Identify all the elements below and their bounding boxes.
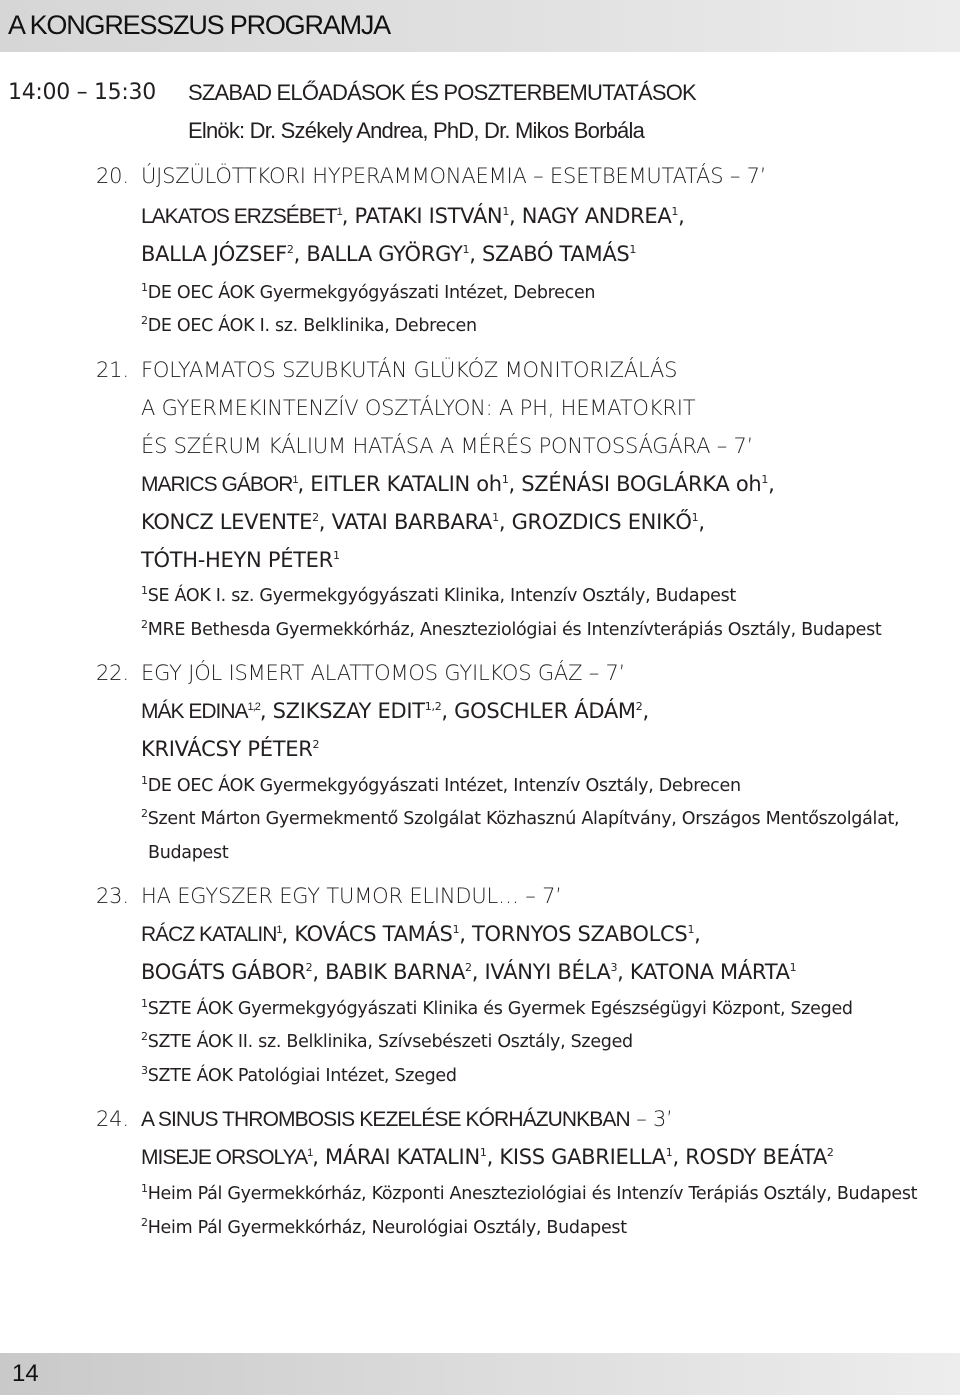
affiliation-line	[141, 586, 736, 606]
author-separator: ,	[642, 699, 649, 723]
page-number: 14	[12, 1360, 39, 1387]
session-title: SZABAD ELŐADÁSOK ÉS POSZTERBEMUTATÁSOK	[188, 80, 696, 105]
affiliation-index: 2	[141, 314, 148, 328]
author-separator: ,	[312, 960, 326, 984]
author-name: GOSCHLER ÁDÁM	[454, 699, 636, 723]
author-affiliation-index: 2	[465, 961, 472, 974]
author-affiliation-index: 1	[336, 206, 342, 218]
author-name: VATAI BARBARA	[331, 510, 493, 534]
affiliation-line	[148, 843, 228, 863]
author-separator: ,	[617, 960, 630, 984]
author-line	[141, 472, 775, 497]
author-name: BALLA GYÖRGY	[306, 242, 463, 266]
presenter-name: MÁK EDINA	[141, 700, 248, 723]
author-affiliation-index: 1	[492, 511, 499, 524]
affiliation-index: 2	[141, 1030, 148, 1044]
author-affiliation-index: 1	[687, 923, 695, 936]
affiliation-text: Heim Pál Gyermekkórház, Központi Aneszteziológiai és Intenzív Terápiás Osztály, Budapest	[147, 1184, 918, 1204]
talk-title-line: ÚJSZÜLÖTTKORI HYPERAMMONAEMIA – ESETBEMUTATÁS – 7’	[141, 164, 767, 188]
author-name: KATONA MÁRTA	[629, 960, 790, 984]
author-separator: ,	[672, 1145, 686, 1169]
talk-number: 24.	[96, 1107, 129, 1131]
affiliation-index: 1	[141, 584, 148, 598]
session-chair: Elnök: Dr. Székely Andrea, PhD, Dr. Mikos Borbála	[188, 118, 645, 143]
author-affiliation-index: 1	[629, 243, 637, 256]
session-time: 14:00 – 15:30	[8, 80, 156, 105]
author-affiliation-index: 1	[789, 961, 797, 974]
talk-number: 21.	[96, 358, 129, 382]
author-separator: ,	[469, 242, 483, 266]
affiliation-line	[141, 776, 741, 796]
author-name: IVÁNYI BÉLA	[484, 960, 611, 984]
talk-title-bold: A SINUS THROMBOSIS KEZELÉSE KÓRHÁZUNKBAN	[141, 1108, 630, 1131]
author-name: PATAKI ISTVÁN	[354, 204, 503, 228]
author-name: GROZDICS ENIKŐ	[511, 510, 692, 534]
affiliation-index: 1	[141, 774, 148, 788]
author-name: BOGÁTS GÁBOR	[141, 960, 306, 984]
author-separator: ,	[498, 510, 512, 534]
presenter-name: LAKATOS ERZSÉBET	[141, 205, 337, 228]
author-affiliation-index: 1	[665, 1146, 673, 1159]
author-affiliation-index: 3	[610, 961, 618, 974]
author-separator: ,	[509, 204, 522, 228]
author-affiliation-index: 1	[761, 473, 769, 486]
author-line	[141, 204, 685, 229]
author-affiliation-index: 1	[462, 243, 470, 256]
author-name: SZABÓ TAMÁS	[482, 242, 630, 266]
affiliation-text: Heim Pál Gyermekkórház, Neurológiai Osztály, Budapest	[147, 1218, 627, 1238]
author-separator: ,	[318, 510, 332, 534]
author-name: MÁRAI KATALIN	[325, 1145, 480, 1169]
author-name: NAGY ANDREA	[521, 204, 672, 228]
author-affiliation-index: 2	[312, 738, 320, 751]
author-separator: ,	[768, 472, 775, 496]
author-name: BALLA JÓZSEF	[141, 242, 287, 266]
author-name: BABIK BARNA	[325, 960, 466, 984]
author-affiliation-index: 1	[502, 205, 510, 218]
author-name: KISS GABRIELLA	[499, 1145, 666, 1169]
affiliation-index: 2	[141, 1216, 148, 1230]
affiliation-line	[141, 809, 899, 829]
talk-title-line: FOLYAMATOS SZUBKUTÁN GLÜKÓZ MONITORIZÁLÁS	[141, 358, 678, 382]
talk-title-line: A GYERMEKINTENZÍV OSZTÁLYON: A PH, HEMATOKRIT	[141, 396, 696, 420]
author-separator: ,	[694, 922, 701, 946]
author-affiliation-index: 2	[826, 1146, 834, 1159]
author-separator: ,	[293, 242, 307, 266]
talk-number: 23.	[96, 884, 129, 908]
author-affiliation-index: 1	[671, 205, 679, 218]
presenter-name: MISEJE ORSOLYA	[141, 1146, 308, 1169]
author-affiliation-index: 1	[276, 924, 282, 936]
author-separator: ,	[281, 922, 295, 946]
author-name: TORNYOS SZABOLCS	[472, 922, 688, 946]
author-name: ROSDY BEÁTA	[685, 1145, 827, 1169]
author-separator: ,	[297, 472, 311, 496]
affiliation-text: SZTE ÁOK Patológiai Intézet, Szeged	[147, 1066, 457, 1086]
affiliation-index: 2	[141, 807, 148, 821]
page-title: A KONGRESSZUS PROGRAMJA	[8, 10, 390, 40]
author-separator: ,	[441, 699, 455, 723]
talk-title-line	[141, 1107, 673, 1132]
talk-number: 22.	[96, 661, 129, 685]
author-affiliation-index: 2	[305, 961, 313, 974]
affiliation-line	[141, 283, 595, 303]
author-name: KONCZ LEVENTE	[141, 510, 313, 534]
affiliation-line	[141, 620, 881, 640]
affiliation-text: DE OEC ÁOK Gyermekgyógyászati Intézet, Debrecen	[147, 283, 596, 303]
author-separator: ,	[508, 472, 522, 496]
author-line	[141, 1145, 834, 1170]
author-line	[141, 960, 796, 984]
affiliation-line	[141, 1184, 917, 1204]
affiliation-text: Szent Márton Gyermekmentő Szolgálat Közhasznú Alapítvány, Országos Mentőszolgálat,	[147, 809, 900, 829]
author-line	[141, 699, 649, 724]
author-name: SZÉNÁSI BOGLÁRKA oh	[521, 472, 762, 496]
author-separator: ,	[459, 922, 473, 946]
affiliation-line	[141, 1032, 633, 1052]
talk-number: 20.	[96, 164, 129, 188]
affiliation-line	[141, 999, 853, 1019]
author-line	[141, 548, 340, 572]
author-separator: ,	[678, 204, 685, 228]
author-affiliation-index: 2	[286, 243, 294, 256]
presenter-name: MARICS GÁBOR	[141, 473, 293, 496]
affiliation-index: 3	[141, 1064, 148, 1078]
talk-title-line: ÉS SZÉRUM KÁLIUM HATÁSA A MÉRÉS PONTOSSÁGÁRA – 7’	[141, 434, 754, 458]
author-affiliation-index: 1	[501, 473, 509, 486]
talk-title-line: EGY JÓL ISMERT ALATTOMOS GYILKOS GÁZ – 7’	[141, 661, 626, 685]
author-name: KOVÁCS TAMÁS	[294, 922, 453, 946]
author-affiliation-index: 2	[635, 700, 643, 713]
affiliation-text: SE ÁOK I. sz. Gyermekgyógyászati Klinika, Intenzív Osztály, Budapest	[147, 586, 736, 606]
author-line	[141, 510, 705, 534]
author-name: SZIKSZAY EDIT	[272, 699, 425, 723]
affiliation-index: 1	[141, 281, 148, 295]
author-name: TÓTH-HEYN PÉTER	[141, 548, 333, 572]
author-affiliation-index: 1	[307, 1147, 313, 1159]
author-separator: ,	[486, 1145, 500, 1169]
author-affiliation-index: 1	[479, 1146, 487, 1159]
affiliation-index: 2	[141, 618, 148, 632]
author-separator: ,	[341, 204, 355, 228]
author-separator: ,	[259, 699, 273, 723]
author-affiliation-index: 1	[452, 923, 460, 936]
author-affiliation-index: 1	[332, 549, 340, 562]
affiliation-text: DE OEC ÁOK I. sz. Belklinika, Debrecen	[147, 316, 477, 336]
affiliation-text: DE OEC ÁOK Gyermekgyógyászati Intézet, Intenzív Osztály, Debrecen	[147, 776, 741, 796]
talk-title-line: HA EGYSZER EGY TUMOR ELINDUL… – 7’	[141, 884, 562, 908]
author-affiliation-index: 1,2	[424, 700, 442, 713]
author-name: EITLER KATALIN oh	[310, 472, 502, 496]
author-line	[141, 242, 636, 266]
presenter-name: RÁCZ KATALIN	[141, 923, 277, 946]
affiliation-text: Budapest	[148, 843, 229, 863]
affiliation-line	[141, 1066, 457, 1086]
author-line	[141, 737, 319, 761]
author-affiliation-index: 1	[292, 474, 298, 486]
author-affiliation-index: 1,2	[247, 701, 260, 713]
affiliation-line	[141, 316, 477, 336]
author-separator: ,	[312, 1145, 325, 1169]
affiliation-text: SZTE ÁOK Gyermekgyógyászati Klinika és Gyermek Egészségügyi Központ, Szeged	[147, 999, 853, 1019]
author-affiliation-index: 1	[691, 511, 699, 524]
talk-title-duration: – 3’	[629, 1107, 673, 1131]
affiliation-text: MRE Bethesda Gyermekkórház, Aneszteziológiai és Intenzívterápiás Osztály, Budapest	[147, 620, 882, 640]
footer-band	[0, 1353, 960, 1395]
author-name: KRIVÁCSY PÉTER	[141, 737, 313, 761]
affiliation-line	[141, 1218, 627, 1238]
affiliation-index: 1	[141, 1182, 148, 1196]
affiliation-text: SZTE ÁOK II. sz. Belklinika, Szívsebészeti Osztály, Szeged	[147, 1032, 633, 1052]
author-affiliation-index: 2	[312, 511, 319, 524]
author-separator: ,	[698, 510, 705, 534]
author-separator: ,	[471, 960, 485, 984]
author-line	[141, 922, 701, 947]
affiliation-index: 1	[141, 997, 148, 1011]
